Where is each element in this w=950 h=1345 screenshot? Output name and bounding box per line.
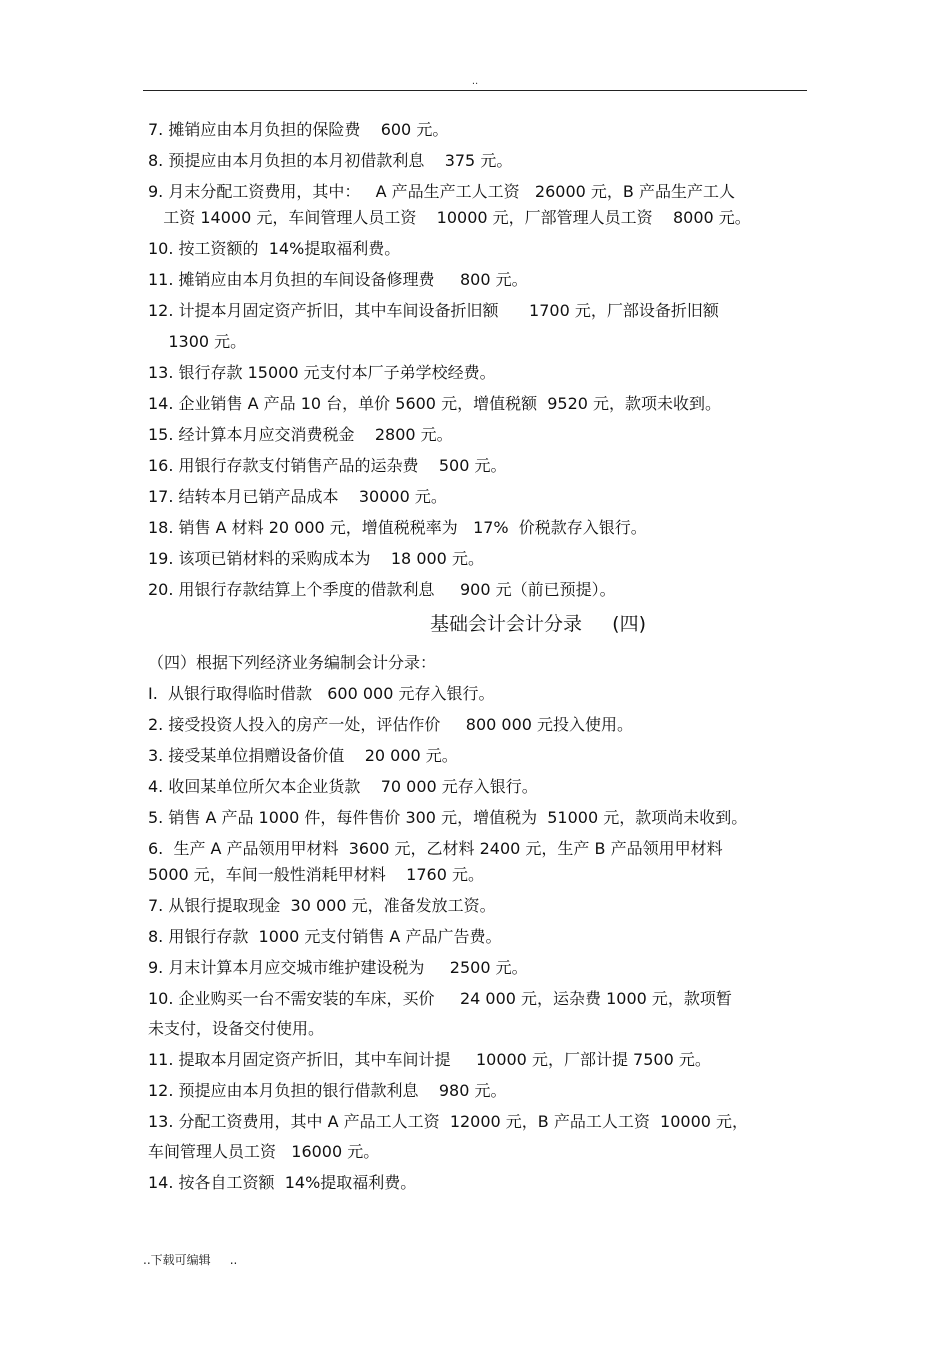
line-16: 16. 用银行存款支付销售产品的运杂费 500 元。 [148,456,507,475]
line-19: 19. 该项已销材料的采购成本为 18 000 元。 [148,549,484,568]
section-title: 基础会计会计分录 (四) [429,613,647,635]
entry-10-cont: 未支付，设备交付使用。 [148,1019,325,1038]
line-14: 14. 企业销售 A 产品 10 台，单价 5600 元，增值税额 9520 元，款项未收到。 [148,394,722,413]
line-9-cont: 工资 14000 元，车间管理人员工资 10000 元，厂部管理人员工资 8000 元。 [148,208,751,227]
entry-6: 6. 生产 A 产品领用甲材料 3600 元，乙材料 2400 元，生产 B 产品领用甲材料 [148,839,723,858]
line-8: 8. 预提应由本月负担的本月初借款利息 375 元。 [148,151,513,170]
entry-5: 5. 销售 A 产品 1000 件，每件售价 300 元，增值税为 51000 元，款项尚未收到。 [148,808,748,827]
entry-3: 3. 接受某单位捐赠设备价值 20 000 元。 [148,746,458,765]
line-15: 15. 经计算本月应交消费税金 2800 元。 [148,425,453,444]
entry-4: 4. 收回某单位所欠本企业货款 70 000 元存入银行。 [148,777,538,796]
entry-11: 11. 提取本月固定资产折旧，其中车间计提 10000 元，厂部计提 7500 元。 [148,1050,711,1069]
line-17: 17. 结转本月已销产品成本 30000 元。 [148,487,447,506]
line-12: 12. 计提本月固定资产折旧，其中车间设备折旧额 1700 元，厂部设备折旧额 [148,301,719,320]
entry-10: 10. 企业购买一台不需安装的车床，买价 24 000 元，运杂费 1000 元，款项暂 [148,989,732,1008]
entry-13-cont: 车间管理人员工资 16000 元。 [148,1142,380,1161]
line-12-cont: 1300 元。 [148,332,247,351]
entry-14: 14. 按各自工资额 14%提取福利费。 [148,1173,417,1192]
document-body [148,118,808,1202]
line-18: 18. 销售 A 材料 20 000 元，增值税税率为 17% 价税款存入银行。 [148,518,647,537]
header-mark: .. [471,76,479,87]
line-11: 11. 摊销应由本月负担的车间设备修理费 800 元。 [148,270,528,289]
entry-9: 9. 月末计算本月应交城市维护建设税为 2500 元。 [148,958,528,977]
line-10: 10. 按工资额的 14%提取福利费。 [148,239,401,258]
line-13: 13. 银行存款 15000 元支付本厂子弟学校经费。 [148,363,496,382]
header-rule [143,90,807,91]
entry-13: 13. 分配工资费用，其中 A 产品工人工资 12000 元，B 产品工人工资 10000 元， [148,1112,749,1131]
entry-8: 8. 用银行存款 1000 元支付销售 A 产品广告费。 [148,927,502,946]
line-9: 9. 月末分配工资费用，其中： A 产品生产工人工资 26000 元，B 产品生产工人 [148,182,735,201]
entry-7: 7. 从银行提取现金 30 000 元，准备发放工资。 [148,896,496,915]
section-intro: （四）根据下列经济业务编制会计分录： [148,653,437,672]
line-7: 7. 摊销应由本月负担的保险费 600 元。 [148,120,449,139]
entry-1: I. 从银行取得临时借款 600 000 元存入银行。 [148,684,495,703]
footer-note: ..下载可编辑 .. [143,1253,238,1267]
entry-12: 12. 预提应由本月负担的银行借款利息 980 元。 [148,1081,507,1100]
entry-6-cont: 5000 元，车间一般性消耗甲材料 1760 元。 [148,865,484,884]
entry-2: 2. 接受投资人投入的房产一处，评估作价 800 000 元投入使用。 [148,715,634,734]
line-20: 20. 用银行存款结算上个季度的借款利息 900 元（前已预提）。 [148,580,616,599]
